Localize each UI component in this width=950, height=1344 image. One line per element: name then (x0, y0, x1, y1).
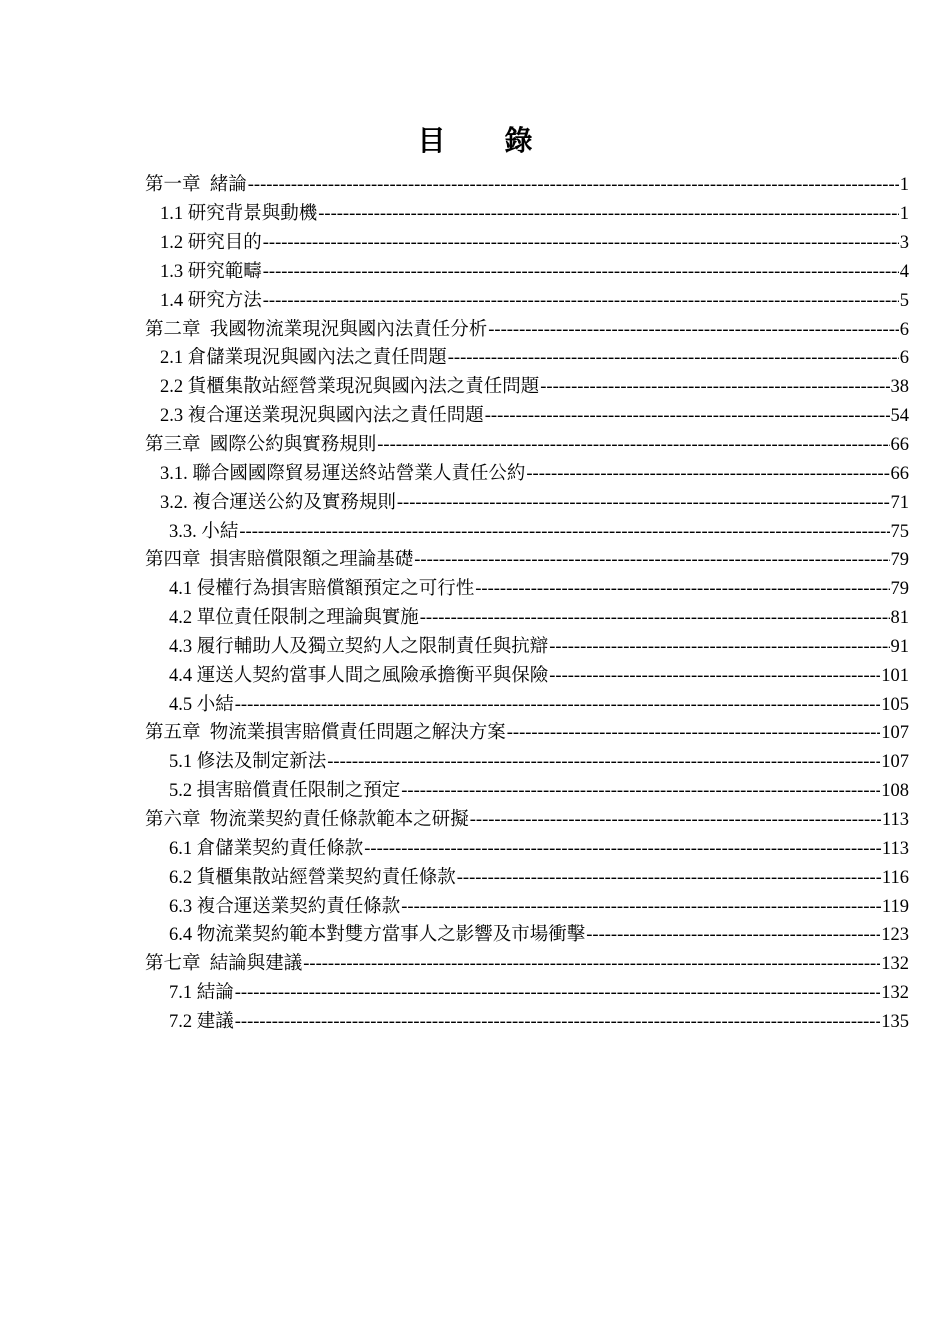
toc-dot-leader (401, 777, 880, 805)
toc-entry[interactable] (160, 200, 909, 229)
toc-entry[interactable] (169, 1007, 909, 1036)
toc-entry-label: 3.1. 聯合國國際貿易運送終站營業人責任公約 (160, 463, 526, 484)
toc-page-number: 105 (881, 694, 909, 715)
toc-dot-leader (526, 460, 889, 488)
toc-entry-label: 1.2 研究目的 (160, 233, 262, 254)
toc-page-number: 116 (881, 867, 909, 888)
toc-entry[interactable] (169, 633, 909, 662)
toc-dot-leader (235, 1008, 880, 1036)
toc-page-number: 79 (890, 550, 909, 571)
toc-dot-leader (586, 921, 880, 949)
toc-entry[interactable] (160, 286, 909, 315)
toc-dot-leader (448, 344, 899, 372)
toc-entry[interactable] (169, 748, 909, 777)
toc-page-number: 5 (899, 290, 909, 311)
toc-dot-leader (397, 489, 890, 517)
toc-page-number: 135 (881, 1011, 909, 1032)
toc-entry-label: 4.5 小結 (169, 694, 234, 715)
toc-entry-label: 4.1 侵權行為損害賠償額預定之可行性 (169, 579, 475, 600)
toc-dot-leader (485, 402, 890, 430)
toc-dot-leader (475, 575, 889, 603)
toc-entry-label: 7.2 建議 (169, 1011, 234, 1032)
toc-page-number: 81 (890, 608, 909, 629)
toc-dot-leader (235, 691, 880, 719)
toc-page-number: 91 (890, 636, 909, 657)
toc-page-number: 6 (899, 319, 909, 340)
toc-page-number: 6 (899, 348, 909, 369)
toc-entry-label: 4.3 履行輔助人及獨立契約人之限制責任與抗辯 (169, 636, 549, 657)
toc-entry[interactable] (145, 315, 909, 344)
toc-entry[interactable] (169, 575, 909, 604)
toc-page-number: 132 (881, 983, 909, 1004)
toc-entry[interactable] (169, 921, 909, 950)
toc-dot-leader (318, 200, 898, 228)
toc-dot-leader (414, 546, 889, 574)
toc-entry-label: 3.3. 小結 (169, 521, 239, 542)
toc-dot-leader (549, 633, 889, 661)
toc-entry-label: 第五章 物流業損害賠償責任問題之解決方案 (145, 723, 506, 744)
toc-entry-label: 2.2 貨櫃集散站經營業現況與國內法之責任問題 (160, 377, 540, 398)
toc-title: 目 錄 (417, 126, 559, 157)
toc-page-number: 101 (881, 665, 909, 686)
toc-dot-leader (263, 229, 899, 257)
toc-page-number: 132 (881, 954, 909, 975)
toc-dot-leader (540, 373, 889, 401)
toc-page-number: 71 (890, 492, 909, 513)
toc-entry[interactable] (145, 431, 909, 460)
toc-page-number: 75 (890, 521, 909, 542)
toc-dot-leader (239, 518, 889, 546)
toc-entry-label: 4.2 單位責任限制之理論與實施 (169, 608, 419, 629)
toc-entry[interactable] (160, 402, 909, 431)
toc-entry[interactable] (145, 806, 909, 835)
toc-list (0, 171, 950, 1036)
toc-page-number: 108 (881, 781, 909, 802)
toc-dot-leader (377, 431, 889, 459)
toc-dot-leader (263, 287, 899, 315)
toc-entry-label: 5.1 修法及制定新法 (169, 752, 327, 773)
toc-entry[interactable] (145, 171, 909, 200)
toc-entry-label: 6.1 倉儲業契約責任條款 (169, 838, 364, 859)
toc-entry[interactable] (145, 719, 909, 748)
toc-page-number: 113 (881, 809, 909, 830)
toc-page-number: 4 (899, 261, 909, 282)
toc-entry[interactable] (145, 950, 909, 979)
toc-entry[interactable] (160, 344, 909, 373)
toc-entry[interactable] (169, 834, 909, 863)
toc-dot-leader (507, 719, 880, 747)
toc-dot-leader (470, 806, 881, 834)
toc-entry[interactable] (169, 690, 909, 719)
toc-entry[interactable] (169, 661, 909, 690)
toc-page-number: 119 (881, 896, 909, 917)
toc-entry-label: 7.1 結論 (169, 983, 234, 1004)
toc-entry-label: 6.4 物流業契約範本對雙方當事人之影響及市場衝擊 (169, 925, 586, 946)
toc-dot-leader (549, 662, 880, 690)
toc-dot-leader (327, 748, 880, 776)
toc-entry-label: 1.1 研究背景與動機 (160, 204, 318, 225)
toc-entry[interactable] (160, 373, 909, 402)
toc-page-number: 66 (890, 435, 909, 456)
toc-entry[interactable] (169, 604, 909, 633)
toc-page-number: 3 (899, 233, 909, 254)
toc-entry[interactable] (169, 979, 909, 1008)
toc-entry-label: 6.3 複合運送業契約責任條款 (169, 896, 401, 917)
toc-entry[interactable] (160, 459, 909, 488)
toc-dot-leader (420, 604, 890, 632)
toc-entry-label: 第四章 損害賠償限額之理論基礎 (145, 550, 414, 571)
toc-entry[interactable] (169, 517, 909, 546)
toc-entry-label: 2.3 複合運送業現況與國內法之責任問題 (160, 406, 484, 427)
toc-entry[interactable] (160, 488, 909, 517)
toc-entry[interactable] (169, 863, 909, 892)
toc-dot-leader (263, 258, 899, 286)
toc-entry[interactable] (160, 258, 909, 287)
toc-entry-label: 2.1 倉儲業現況與國內法之責任問題 (160, 348, 447, 369)
toc-page-number: 113 (881, 838, 909, 859)
toc-entry-label: 4.4 運送人契約當事人間之風險承擔衡平與保險 (169, 665, 549, 686)
toc-page-number: 1 (899, 175, 909, 196)
toc-entry-label: 6.2 貨櫃集散站經營業契約責任條款 (169, 867, 456, 888)
toc-entry-label: 第七章 結論與建議 (145, 954, 303, 975)
toc-page-number: 38 (890, 377, 909, 398)
toc-dot-leader (303, 950, 880, 978)
toc-dot-leader (488, 316, 898, 344)
toc-entry[interactable] (160, 229, 909, 258)
toc-entry[interactable] (145, 546, 909, 575)
toc-entry-label: 3.2. 複合運送公約及實務規則 (160, 492, 396, 513)
toc-entry-label: 1.4 研究方法 (160, 290, 262, 311)
toc-entry-label: 第三章 國際公約與實務規則 (145, 435, 377, 456)
toc-page-number: 54 (890, 406, 909, 427)
toc-page-number: 79 (890, 579, 909, 600)
toc-page-number: 123 (881, 925, 909, 946)
toc-page-number: 107 (881, 752, 909, 773)
toc-entry-label: 第六章 物流業契約責任條款範本之研擬 (145, 809, 469, 830)
toc-dot-leader (235, 979, 880, 1007)
toc-dot-leader (457, 864, 881, 892)
toc-entry-label: 1.3 研究範疇 (160, 261, 262, 282)
toc-entry-label: 第一章 緒論 (145, 175, 247, 196)
toc-entry-label: 第二章 我國物流業現況與國內法責任分析 (145, 319, 488, 340)
toc-dot-leader (401, 893, 881, 921)
toc-page-number: 66 (890, 463, 909, 484)
toc-page-number: 1 (899, 204, 909, 225)
toc-entry[interactable] (169, 777, 909, 806)
toc-entry[interactable] (169, 892, 909, 921)
toc-dot-leader (248, 171, 899, 199)
toc-dot-leader (364, 835, 881, 863)
toc-entry-label: 5.2 損害賠償責任限制之預定 (169, 781, 401, 802)
toc-page-number: 107 (881, 723, 909, 744)
